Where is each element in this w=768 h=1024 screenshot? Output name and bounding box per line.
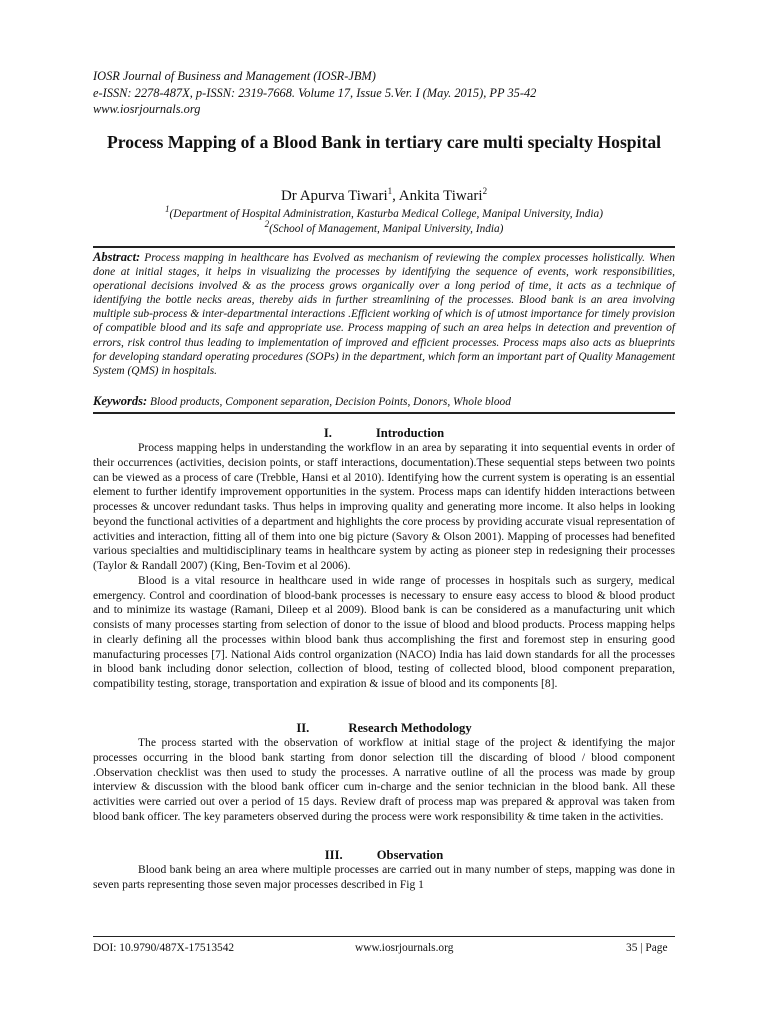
section-heading-methodology xyxy=(93,720,675,736)
affiliation-2 xyxy=(60,219,708,236)
affiliation-1 xyxy=(60,204,708,221)
section-3-number: III. xyxy=(324,848,343,862)
affiliation-1-sup: 1 xyxy=(165,204,170,215)
abstract-top-rule xyxy=(93,246,675,248)
section-2-title: Research Methodology xyxy=(348,721,472,735)
introduction-paragraph-2: Blood is a vital resource in healthcare used in wide range of processes in hospitals such as surgery, medical emergency. Control and coordination of blood-bank processes is necessary to ensure easy access to blood & blood product and to minimize its wastage (Ramani, Dileep et al 2009). Blood bank is can be considered as a manufacturing unit which consists of many processes starting from selection of donor to the issue of blood and blood products. Process mapping helps in clearly defining all the processes within blood bank thus accomplishing the first and foremost step in ensuring good manufacturing processes [7]. National Aids control organization (NACO) India has laid down standards for all the processes in blood bank including donor selection, collection of blood, testing of collected blood, blood component preparation, compatibility testing, storage, transportation and expiration & issue of blood and its components [8]. xyxy=(93,574,675,690)
keywords-text: Blood products, Component separation, Decision Points, Donors, Whole blood xyxy=(147,396,511,408)
footer-doi: DOI: 10.9790/487X-17513542 xyxy=(93,942,235,954)
affiliation-1-text: (Department of Hospital Administration, Kasturba Medical College, Manipal University, India) xyxy=(169,208,603,220)
section-1-title: Introduction xyxy=(375,426,445,440)
keywords-label: Keywords: xyxy=(93,394,148,408)
section-2-number: II. xyxy=(296,721,310,735)
affiliation-2-text: (School of Management, Manipal University, India) xyxy=(269,223,504,235)
section-introduction xyxy=(93,441,675,692)
author-2-sup: 2 xyxy=(482,186,488,196)
section-heading-observation xyxy=(93,847,675,863)
author-1-sup: 1 xyxy=(387,186,393,196)
author-1: Dr Apurva Tiwari xyxy=(280,188,388,204)
author-2: Ankita Tiwari xyxy=(398,188,483,204)
introduction-paragraph-1: Process mapping helps in understanding the workflow in an area by separating it into sequential events in order of their occurrences (activities, decision points, or staff interactions, documentation).These sequential steps between two points can be viewed as a process of care (Trebble, Hansi et al 2010). Identifying how the current system is operating is an essential element to further identify improvement opportunities in the system. Process maps can identify hidden interactions between processes & uncover redundant tasks. Thus helps in improving quality and generating more income. It also helps in looking beyond the functional activities of a department and highlights the core process by providing accurate visual representation of activities and interaction, fitting all of them into one big picture (Savory & Olson 2001). Mapping of processes had benefited various specialties and multidisciplinary teams in healthcare system by acting as pioneer step in redesigning their processes (Taylor & Randall 2007) (King, Ben-Tovim et al 2006). xyxy=(93,442,675,572)
paper-title: Process Mapping of a Blood Bank in tertiary care multi specialty Hospital xyxy=(106,132,662,152)
footer-rule xyxy=(93,936,675,937)
abstract-text: Process mapping in healthcare has Evolved as mechanism of reviewing the complex processes holistically. When done at initial stages, it helps in visualizing the processes by identifying the sequence of events, work responsibilities, operational decisions involved & as the process grows organically over a long period of time, it acts as a technique of identifying the bottle necks areas, thereby aids in further streamlining of the processes. Blood bank is an area involving multiple sub-process & inter-departmental interactions .Efficient working of which is of utmost importance for timely provision of compatible blood and its safe and appropriate use. Process mapping of such an area helps in detection and prevention of errors, risk control thus leading to implementation of improved and efficient processes. Process maps also acts as blueprints for developing standard operating procedures (SOPs) in the department, which form an important part of Quality Management System (QMS) in hospitals. xyxy=(93,252,675,377)
footer-page-number: 35 | Page xyxy=(626,942,668,954)
abstract-label: Abstract: xyxy=(93,250,141,264)
journal-website: www.iosrjournals.org xyxy=(93,102,201,116)
abstract xyxy=(93,250,675,378)
keywords xyxy=(93,394,675,409)
section-3-title: Observation xyxy=(376,848,444,862)
affiliation-2-sup: 2 xyxy=(264,219,270,230)
methodology-paragraph-1: The process started with the observation of workflow at initial stage of the project & identifying the major processes occurring in the blood bank starting from donor selection till the discarding of blood / blood component .Observation checklist was then used to study the processes. A narrative outline of all the process was made by group interview & discussion with the blood bank officer cum in-charge and the senior technician in the blood bank. All these activities were carried out over a period of 15 days. Review draft of process map was prepared & approval was taken from blood bank officer. The key parameters observed during the process were work responsibility & time taken in the activities. xyxy=(93,737,675,823)
journal-header xyxy=(93,68,693,118)
authors xyxy=(60,187,708,206)
section-observation xyxy=(93,863,675,893)
journal-issn-volume: e-ISSN: 2278-487X, p-ISSN: 2319-7668. Volume 17, Issue 5.Ver. I (May. 2015), PP 35-42 xyxy=(93,85,537,100)
author-separator: , xyxy=(392,188,399,204)
journal-name: IOSR Journal of Business and Management (IOSR-JBM) xyxy=(93,69,376,83)
section-heading-introduction xyxy=(93,425,675,441)
footer-website: www.iosrjournals.org xyxy=(355,942,454,954)
section-1-number: I. xyxy=(323,426,332,440)
abstract-bottom-rule xyxy=(93,412,675,414)
observation-paragraph-1: Blood bank being an area where multiple processes are carried out in many number of steps, mapping was done in seven parts representing those seven major processes described in Fig 1 xyxy=(93,864,675,891)
section-methodology xyxy=(93,736,675,825)
